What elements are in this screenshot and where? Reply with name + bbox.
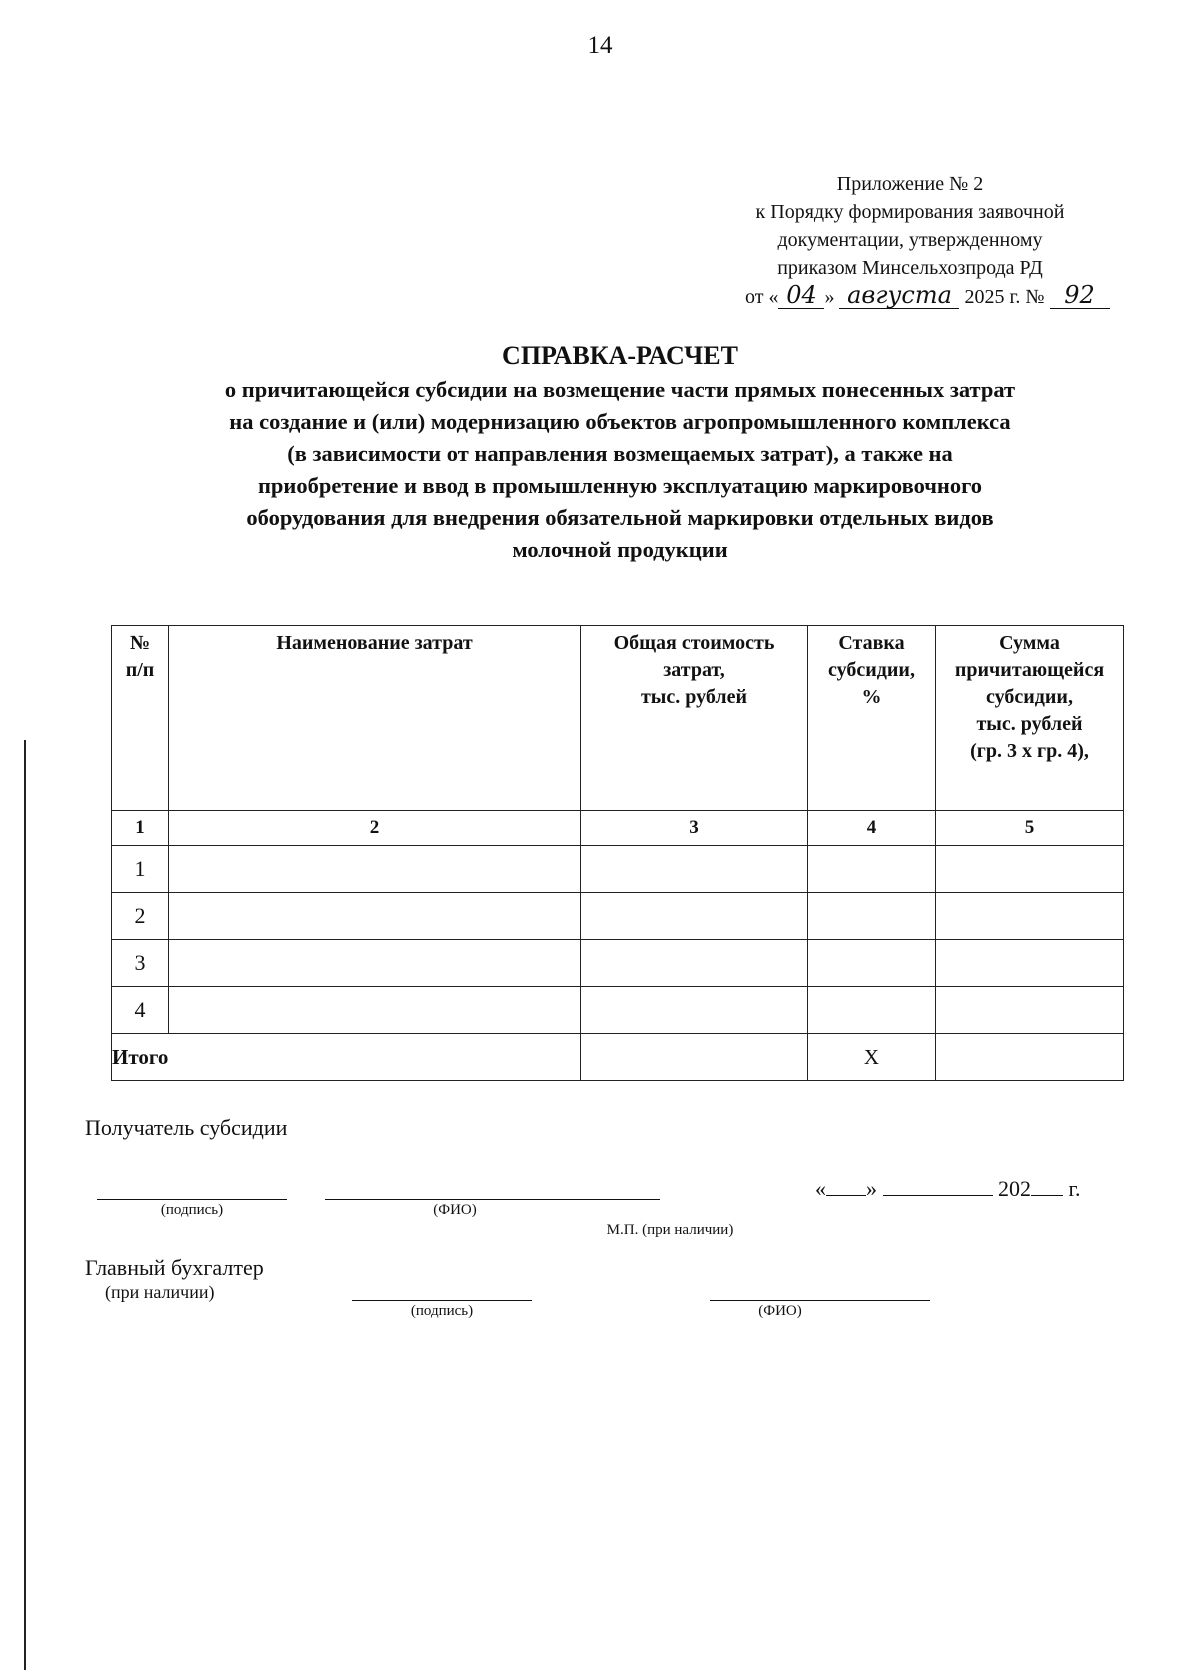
header-text: Ставка xyxy=(838,632,905,654)
table-row xyxy=(112,846,1124,893)
header-total-cost xyxy=(581,626,808,811)
recipient-name-line[interactable] xyxy=(325,1199,660,1200)
accountant-name-line[interactable] xyxy=(710,1300,930,1301)
appendix-line: Приложение № 2 xyxy=(836,173,984,195)
total-cost-cell[interactable] xyxy=(581,987,808,1034)
document-subtitle-line: (в зависимости от направления возмещаемых затрат), а также на xyxy=(287,441,953,466)
header-text: Наименование затрат xyxy=(276,632,473,654)
rate-cell[interactable] xyxy=(808,940,936,987)
date-year: 2025 г. № xyxy=(964,286,1045,308)
header-text: затрат, xyxy=(663,659,725,681)
document-subtitle-line: оборудования для внедрения обязательной маркировки отдельных видов xyxy=(246,505,994,530)
recipient-signature-line[interactable] xyxy=(97,1199,287,1200)
date-year-prefix: 202 xyxy=(998,1176,1031,1201)
cost-name-cell[interactable] xyxy=(169,987,581,1034)
header-cost-name xyxy=(169,626,581,811)
document-title: СПРАВКА-РАСЧЕТ xyxy=(502,341,738,370)
total-amount-cell[interactable] xyxy=(936,1034,1124,1081)
row-number: 3 xyxy=(112,940,169,987)
total-cost-cell[interactable] xyxy=(581,893,808,940)
rate-cell[interactable] xyxy=(808,893,936,940)
accountant-note: (при наличии) xyxy=(105,1282,215,1302)
date-suffix: г. xyxy=(1068,1176,1081,1201)
document-subtitle-line: молочной продукции xyxy=(512,537,728,562)
appendix-line: документации, утвержденному xyxy=(777,229,1043,251)
accountant-signature-line[interactable] xyxy=(352,1300,532,1301)
header-text: тыс. рублей xyxy=(640,686,748,708)
amount-cell[interactable] xyxy=(936,846,1124,893)
document-title-block xyxy=(120,338,1120,566)
name-caption: (ФИО) xyxy=(758,1303,802,1319)
cost-name-cell[interactable] xyxy=(169,846,581,893)
header-text: субсидии, xyxy=(986,686,1073,708)
amount-cell[interactable] xyxy=(936,893,1124,940)
cost-name-cell[interactable] xyxy=(169,940,581,987)
recipient-label: Получатель субсидии xyxy=(85,1115,288,1140)
document-subtitle-line: на создание и (или) модернизацию объектов агропромышленного комплекса xyxy=(229,409,1011,434)
rate-cell[interactable] xyxy=(808,846,936,893)
amount-cell[interactable] xyxy=(936,987,1124,1034)
appendix-line: к Порядку формирования заявочной xyxy=(755,201,1065,223)
name-caption: (ФИО) xyxy=(433,1202,477,1218)
date-year-blank[interactable] xyxy=(1031,1175,1063,1196)
header-text: % xyxy=(861,686,882,708)
order-number-handwritten: 92 xyxy=(1050,282,1110,309)
total-label: Итого xyxy=(112,1034,581,1081)
header-subsidy-rate xyxy=(808,626,936,811)
column-number: 5 xyxy=(936,811,1124,846)
column-number-row xyxy=(112,811,1124,846)
row-number: 2 xyxy=(112,893,169,940)
amount-cell[interactable] xyxy=(936,940,1124,987)
total-row xyxy=(112,1034,1124,1081)
date-day-handwritten: 04 xyxy=(778,282,824,309)
appendix-date xyxy=(745,282,1110,309)
row-number: 1 xyxy=(112,846,169,893)
header-text: п/п xyxy=(125,659,155,681)
signature-caption: (подпись) xyxy=(410,1303,474,1319)
document-subtitle-line: о причитающейся субсидии на возмещение части прямых понесенных затрат xyxy=(224,377,1016,402)
date-open-quote: « xyxy=(815,1176,826,1201)
header-text: субсидии, xyxy=(828,659,915,681)
rate-cell[interactable] xyxy=(808,987,936,1034)
date-mid: » xyxy=(824,286,835,308)
date-prefix: от « xyxy=(745,286,779,308)
scan-margin-line xyxy=(24,740,26,1670)
column-number: 1 xyxy=(112,811,169,846)
header-text: (гр. 3 х гр. 4), xyxy=(970,740,1089,762)
column-number: 3 xyxy=(581,811,808,846)
header-text: Сумма xyxy=(999,632,1060,654)
header-text: тыс. рублей xyxy=(976,713,1083,735)
column-number: 2 xyxy=(169,811,581,846)
calculation-table xyxy=(111,625,1124,1081)
header-text: Общая стоимость xyxy=(613,632,775,654)
page-number: 14 xyxy=(587,32,613,59)
table-header-row xyxy=(112,626,1124,811)
date-day-blank[interactable] xyxy=(826,1175,866,1196)
signature-caption: (подпись) xyxy=(160,1202,224,1218)
cost-name-cell[interactable] xyxy=(169,893,581,940)
header-number xyxy=(112,626,169,811)
document-subtitle-line: приобретение и ввод в промышленную эксплуатацию маркировочного xyxy=(257,473,983,498)
date-month-handwritten: августа xyxy=(839,282,959,309)
total-cost-cell[interactable] xyxy=(581,940,808,987)
date-close-quote: » xyxy=(866,1176,877,1201)
table-row xyxy=(112,987,1124,1034)
table-row xyxy=(112,940,1124,987)
accountant-label: Главный бухгалтер xyxy=(85,1255,264,1280)
total-cost-cell[interactable] xyxy=(581,1034,808,1081)
header-text: причитающейся xyxy=(954,659,1105,681)
header-text: № xyxy=(129,632,151,654)
appendix-header xyxy=(680,170,1140,282)
row-number: 4 xyxy=(112,987,169,1034)
stamp-caption: М.П. (при наличии) xyxy=(606,1222,734,1238)
header-subsidy-amount xyxy=(936,626,1124,811)
table-row xyxy=(112,893,1124,940)
column-number: 4 xyxy=(808,811,936,846)
appendix-line: приказом Минсельхозпрода РД xyxy=(777,257,1043,279)
recipient-date xyxy=(815,1175,1081,1202)
total-cost-cell[interactable] xyxy=(581,846,808,893)
total-rate-cross: Х xyxy=(808,1034,936,1081)
date-month-blank[interactable] xyxy=(883,1175,993,1196)
